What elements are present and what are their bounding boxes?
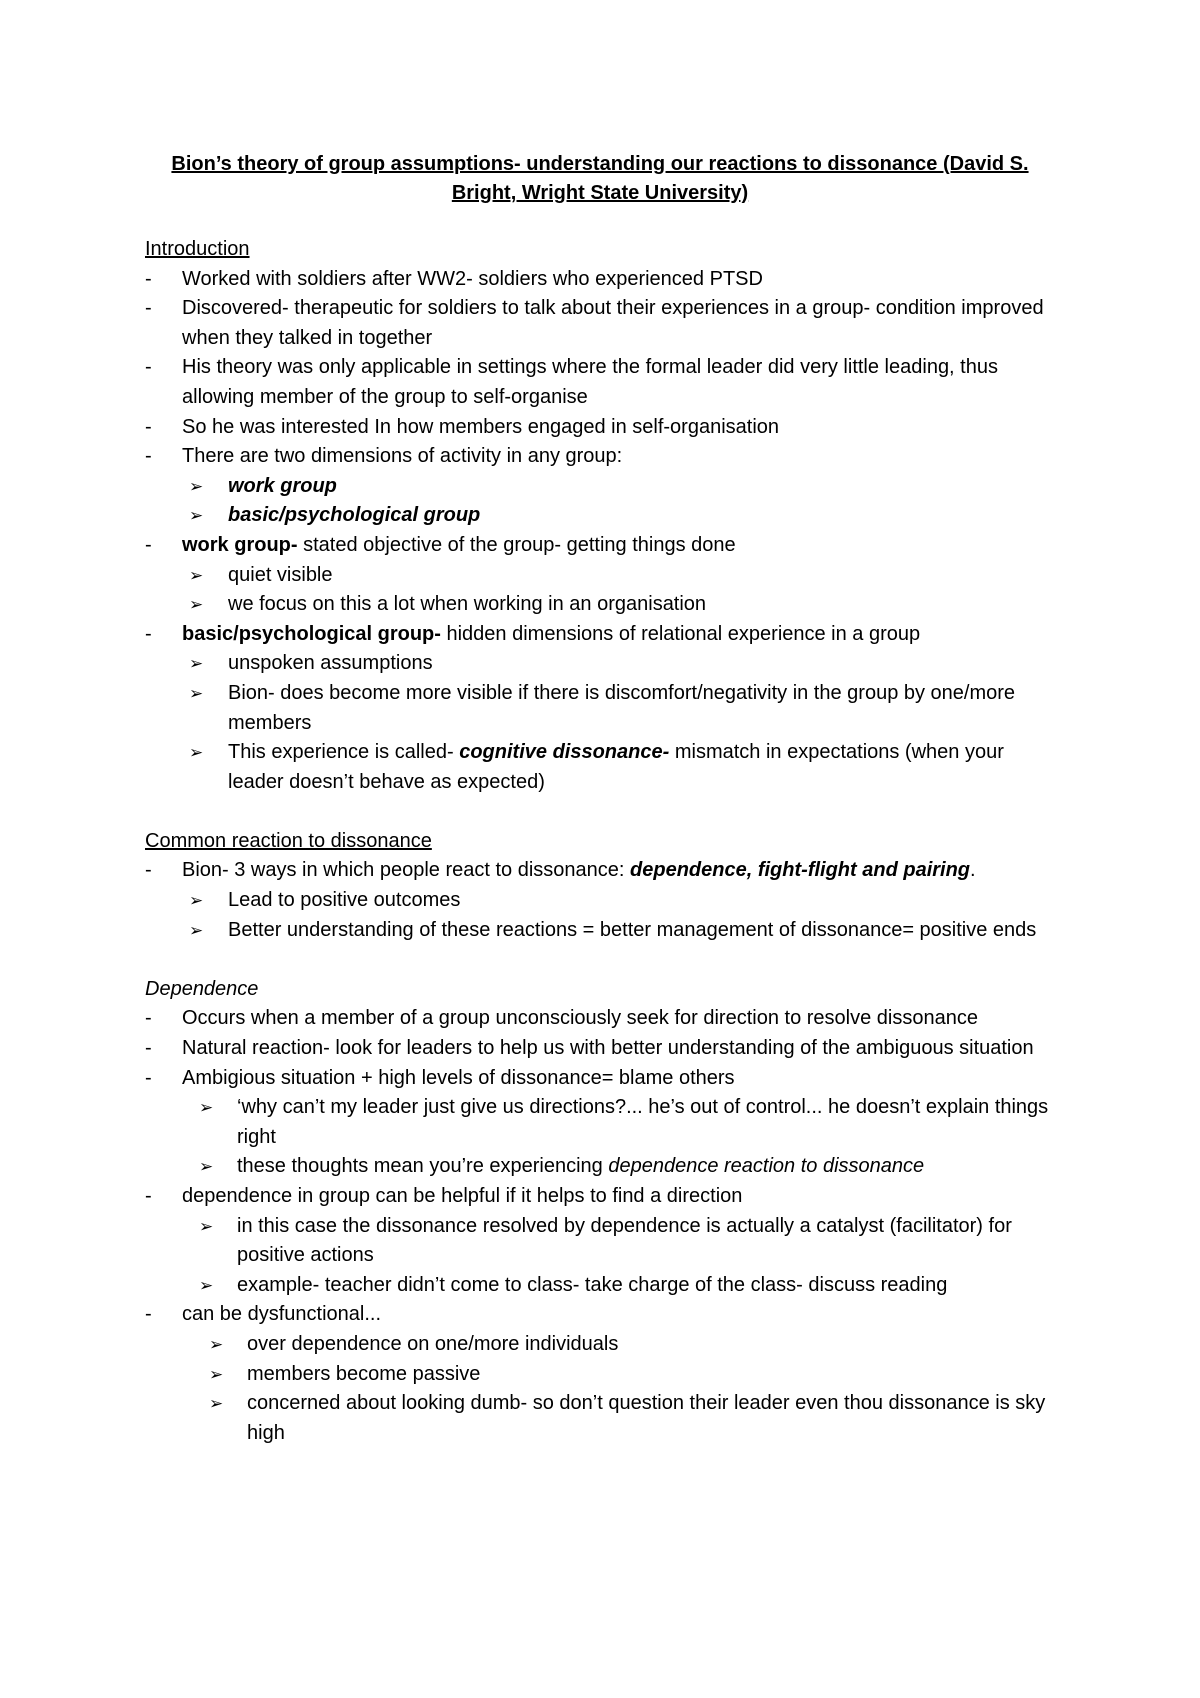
sub-bullet-item: ➢ Bion- does become more visible if there is discomfort/negativity in the group by one/more members	[145, 679, 1065, 738]
sub-bullet-item: ➢ in this case the dissonance resolved by dependence is actually a catalyst (facilitator) for positive actions	[145, 1212, 1065, 1271]
document-title: Bion’s theory of group assumptions- understanding our reactions to dissonance (David S. Bright, Wright State University)	[171, 153, 1029, 204]
arrow-bullet-icon: ➢	[189, 891, 204, 911]
arrow-bullet-icon: ➢	[199, 1157, 214, 1177]
dash-marker: -	[145, 267, 152, 290]
sub-bullet-item: ➢ This experience is called- cognitive dissonance- mismatch in expectations (when your leader doesn’t behave as expected)	[145, 738, 1065, 797]
dash-marker: -	[145, 859, 152, 882]
sub-bullet-item: ➢ over dependence on one/more individuals	[145, 1330, 1065, 1360]
dash-marker: -	[145, 445, 152, 468]
sub-bullet-item: ➢ quiet visible	[145, 561, 1065, 591]
arrow-bullet-icon: ➢	[209, 1364, 224, 1384]
sub-bullet-item: ➢ Lead to positive outcomes	[145, 886, 1065, 916]
arrow-bullet-icon: ➢	[189, 565, 204, 585]
arrow-bullet-icon: ➢	[199, 1216, 214, 1236]
sub-bullet-item: ➢ unspoken assumptions	[145, 649, 1065, 679]
arrow-bullet-icon: ➢	[199, 1098, 214, 1118]
section-heading-common-reaction: Common reaction to dissonance	[145, 829, 432, 852]
sub-bullet-item: ➢ basic/psychological group	[145, 501, 1065, 531]
dash-marker: -	[145, 1185, 152, 1207]
dash-marker: -	[145, 415, 152, 438]
sub-bullet-item: ➢ we focus on this a lot when working in an organisation	[145, 590, 1065, 620]
arrow-bullet-icon: ➢	[189, 654, 204, 674]
arrow-bullet-icon: ➢	[199, 1275, 214, 1295]
bullet-item: - basic/psychological group- hidden dimensions of relational experience in a group	[145, 620, 1065, 650]
bullet-item: - dependence in group can be helpful if it helps to find a direction	[145, 1182, 1065, 1212]
arrow-bullet-icon: ➢	[189, 683, 204, 703]
dash-marker: -	[145, 297, 152, 320]
section-heading-introduction: Introduction	[145, 238, 250, 260]
bullet-item: - Worked with soldiers after WW2- soldiers who experienced PTSD	[145, 265, 1065, 295]
sub-bullet-item: ➢ members become passive	[145, 1360, 1065, 1390]
bullet-item: - work group- stated objective of the group- getting things done	[145, 531, 1065, 561]
bullet-item: - Discovered- therapeutic for soldiers to talk about their experiences in a group- condition improved when they talked in together	[145, 294, 1065, 353]
bullet-item: - There are two dimensions of activity in any group:	[145, 442, 1065, 472]
arrow-bullet-icon: ➢	[209, 1334, 224, 1354]
dash-marker: -	[145, 1303, 152, 1326]
arrow-bullet-icon: ➢	[189, 595, 204, 615]
bullet-item: - can be dysfunctional...	[145, 1300, 1065, 1330]
dash-marker: -	[145, 1007, 152, 1030]
arrow-bullet-icon: ➢	[189, 506, 204, 526]
bullet-item: - Occurs when a member of a group unconsciously seek for direction to resolve dissonance	[145, 1004, 1065, 1034]
dash-marker: -	[145, 1066, 152, 1089]
bullet-item: - Natural reaction- look for leaders to help us with better understanding of the ambiguous situation	[145, 1034, 1065, 1064]
dash-marker: -	[145, 356, 152, 379]
sub-bullet-item: ➢ work group	[145, 472, 1065, 502]
sub-bullet-item: ➢ Better understanding of these reactions = better management of dissonance= positive ends	[145, 916, 1065, 946]
bullet-item: - Ambigious situation + high levels of dissonance= blame others	[145, 1064, 1065, 1094]
arrow-bullet-icon: ➢	[209, 1394, 224, 1414]
dash-marker: -	[145, 533, 152, 556]
section-heading-dependence: Dependence	[145, 977, 259, 1000]
bullet-item: - So he was interested In how members engaged in self-organisation	[145, 413, 1065, 443]
bullet-item: - His theory was only applicable in settings where the formal leader did very little leading, thus allowing member of the group to self-organise	[145, 353, 1065, 412]
sub-bullet-item: ➢ ‘why can’t my leader just give us directions?... he’s out of control... he doesn’t explain things right	[145, 1093, 1065, 1152]
arrow-bullet-icon: ➢	[189, 476, 204, 496]
arrow-bullet-icon: ➢	[189, 743, 204, 763]
arrow-bullet-icon: ➢	[189, 920, 204, 940]
sub-bullet-item: ➢ example- teacher didn’t come to class- take charge of the class- discuss reading	[145, 1271, 1065, 1301]
bullet-item: - Bion- 3 ways in which people react to dissonance: dependence, fight-flight and pairing.	[145, 856, 1065, 886]
document-body	[145, 235, 1065, 1448]
sub-bullet-item: ➢ concerned about looking dumb- so don’t question their leader even thou dissonance is sky high	[145, 1389, 1065, 1448]
dash-marker: -	[145, 622, 152, 645]
dash-marker: -	[145, 1037, 152, 1060]
sub-bullet-item: ➢ these thoughts mean you’re experiencing dependence reaction to dissonance	[145, 1152, 1065, 1182]
